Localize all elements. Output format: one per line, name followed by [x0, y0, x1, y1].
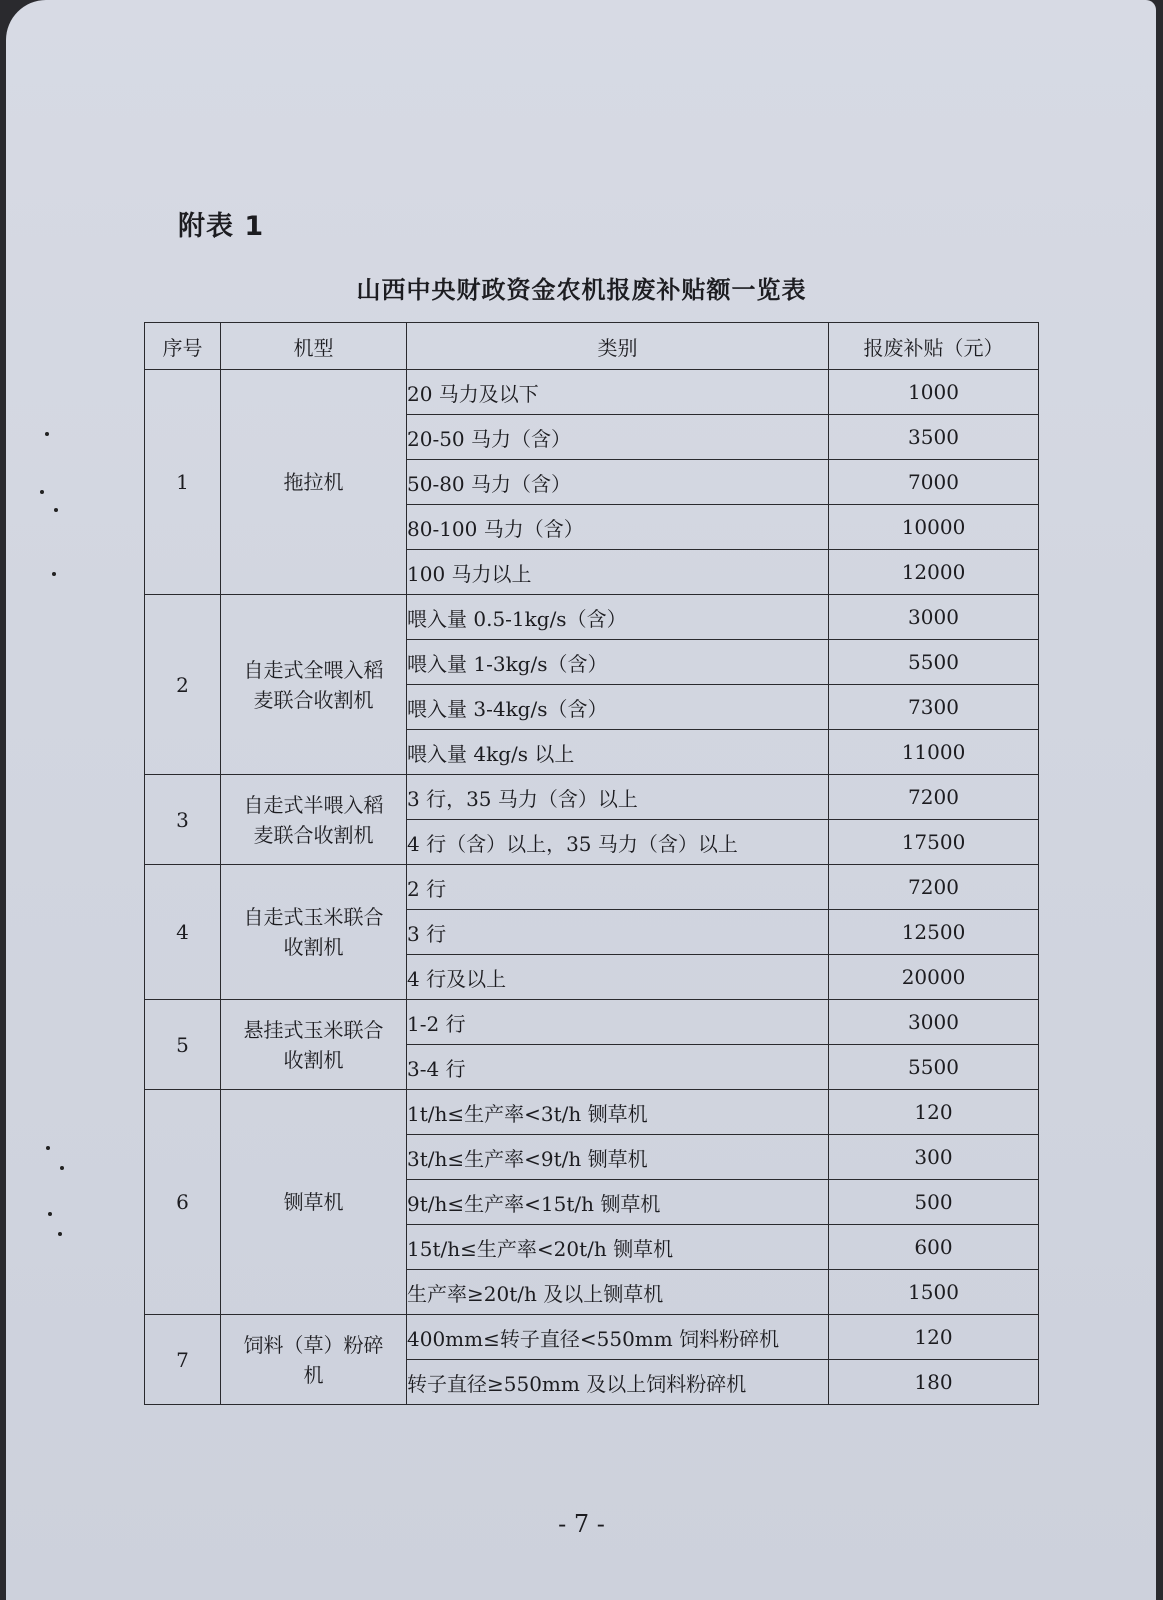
subsidy-cell: 1000 — [829, 370, 1039, 415]
punch-hole — [54, 508, 58, 512]
attachment-label: 附表 1 — [178, 211, 265, 242]
category-cell: 20-50 马力（含） — [407, 415, 829, 460]
subsidy-cell: 120 — [829, 1090, 1039, 1135]
category-cell: 3-4 行 — [407, 1045, 829, 1090]
category-cell: 2 行 — [407, 865, 829, 910]
subsidy-cell: 3000 — [829, 595, 1039, 640]
seq-cell: 1 — [145, 370, 221, 595]
table-row — [145, 1090, 1039, 1135]
subsidy-cell: 1500 — [829, 1270, 1039, 1315]
table-row — [145, 1315, 1039, 1360]
subsidy-cell: 7200 — [829, 775, 1039, 820]
subsidy-cell: 12000 — [829, 550, 1039, 595]
machine-type-cell: 饲料（草）粉碎机 — [221, 1315, 407, 1405]
category-cell: 400mm≤转子直径<550mm 饲料粉碎机 — [407, 1315, 829, 1360]
subsidy-cell: 12500 — [829, 910, 1039, 955]
category-cell: 喂入量 3-4kg/s（含） — [407, 685, 829, 730]
subsidy-cell: 17500 — [829, 820, 1039, 865]
machine-type-cell: 自走式半喂入稻麦联合收割机 — [221, 775, 407, 865]
subsidy-cell: 5500 — [829, 1045, 1039, 1090]
category-cell: 20 马力及以下 — [407, 370, 829, 415]
punch-hole — [60, 1166, 64, 1170]
subsidy-cell: 3000 — [829, 1000, 1039, 1045]
category-cell: 80-100 马力（含） — [407, 505, 829, 550]
category-cell: 9t/h≤生产率<15t/h 铡草机 — [407, 1180, 829, 1225]
seq-cell: 4 — [145, 865, 221, 1000]
subsidy-cell: 180 — [829, 1360, 1039, 1405]
category-cell: 生产率≥20t/h 及以上铡草机 — [407, 1270, 829, 1315]
machine-type-cell: 悬挂式玉米联合收割机 — [221, 1000, 407, 1090]
subsidy-cell: 3500 — [829, 415, 1039, 460]
subsidy-cell: 10000 — [829, 505, 1039, 550]
header-category: 类别 — [407, 323, 829, 370]
page-number: - 7 - — [558, 1510, 605, 1538]
header-type: 机型 — [221, 323, 407, 370]
category-cell: 3 行，35 马力（含）以上 — [407, 775, 829, 820]
document-title: 山西中央财政资金农机报废补贴额一览表 — [356, 275, 807, 304]
machine-type-cell: 拖拉机 — [221, 370, 407, 595]
table-row — [145, 370, 1039, 415]
seq-cell: 5 — [145, 1000, 221, 1090]
subsidy-cell: 11000 — [829, 730, 1039, 775]
seq-cell: 3 — [145, 775, 221, 865]
category-cell: 喂入量 0.5-1kg/s（含） — [407, 595, 829, 640]
subsidy-cell: 7300 — [829, 685, 1039, 730]
machine-type-cell: 自走式全喂入稻麦联合收割机 — [221, 595, 407, 775]
machine-type-cell: 自走式玉米联合收割机 — [221, 865, 407, 1000]
subsidy-table — [144, 322, 1039, 1405]
punch-hole — [40, 490, 44, 494]
subsidy-cell: 5500 — [829, 640, 1039, 685]
table-body — [145, 370, 1039, 1405]
category-cell: 1-2 行 — [407, 1000, 829, 1045]
table-row — [145, 1000, 1039, 1045]
punch-hole — [52, 572, 56, 576]
category-cell: 15t/h≤生产率<20t/h 铡草机 — [407, 1225, 829, 1270]
punch-hole — [58, 1232, 62, 1236]
table-header-row — [145, 323, 1039, 370]
subsidy-cell: 300 — [829, 1135, 1039, 1180]
category-cell: 转子直径≥550mm 及以上饲料粉碎机 — [407, 1360, 829, 1405]
machine-type-cell: 铡草机 — [221, 1090, 407, 1315]
subsidy-cell: 120 — [829, 1315, 1039, 1360]
category-cell: 喂入量 1-3kg/s（含） — [407, 640, 829, 685]
table-row — [145, 865, 1039, 910]
category-cell: 3 行 — [407, 910, 829, 955]
category-cell: 1t/h≤生产率<3t/h 铡草机 — [407, 1090, 829, 1135]
category-cell: 4 行（含）以上，35 马力（含）以上 — [407, 820, 829, 865]
table-row — [145, 595, 1039, 640]
table-row — [145, 775, 1039, 820]
header-seq: 序号 — [145, 323, 221, 370]
punch-hole — [48, 1212, 52, 1216]
seq-cell: 7 — [145, 1315, 221, 1405]
punch-hole — [46, 1146, 50, 1150]
subsidy-cell: 20000 — [829, 955, 1039, 1000]
category-cell: 50-80 马力（含） — [407, 460, 829, 505]
seq-cell: 6 — [145, 1090, 221, 1315]
seq-cell: 2 — [145, 595, 221, 775]
header-subsidy: 报废补贴（元） — [829, 323, 1039, 370]
punch-hole — [45, 432, 49, 436]
category-cell: 4 行及以上 — [407, 955, 829, 1000]
subsidy-cell: 7200 — [829, 865, 1039, 910]
subsidy-cell: 7000 — [829, 460, 1039, 505]
category-cell: 3t/h≤生产率<9t/h 铡草机 — [407, 1135, 829, 1180]
category-cell: 100 马力以上 — [407, 550, 829, 595]
category-cell: 喂入量 4kg/s 以上 — [407, 730, 829, 775]
subsidy-cell: 600 — [829, 1225, 1039, 1270]
subsidy-cell: 500 — [829, 1180, 1039, 1225]
